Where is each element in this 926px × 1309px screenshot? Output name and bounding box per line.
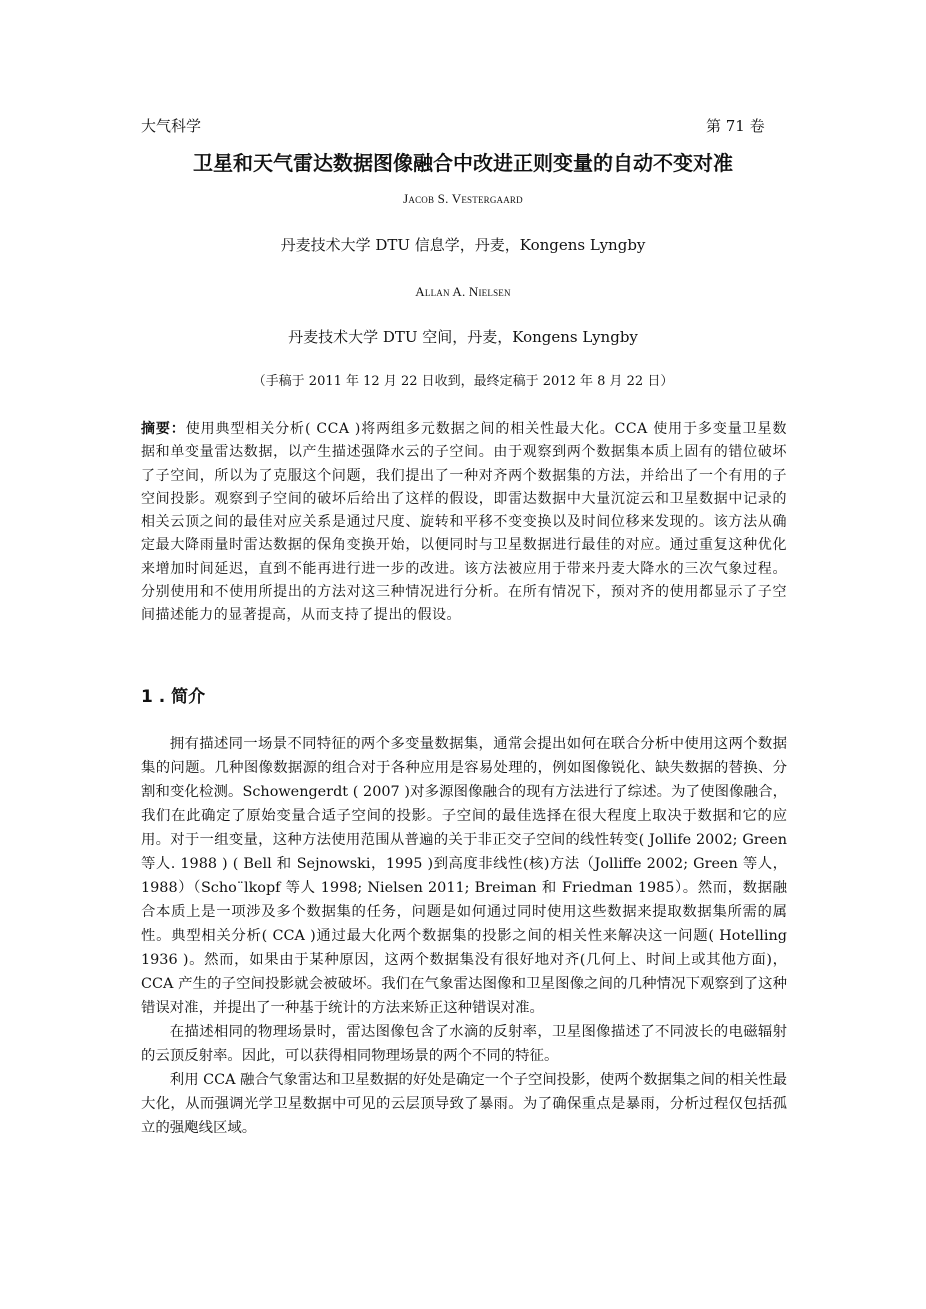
paragraph: 利用 CCA 融合气象雷达和卫星数据的好处是确定一个子空间投影，使两个数据集之间的相关性最大化，从而强调光学卫星数据中可见的云层顶导致了暴雨。为了确保重点是暴雨，分析过程仅包括孤立的强飑线区域。	[141, 1072, 787, 1136]
author-affiliation: 丹麦技术大学 DTU 信息学，丹麦，Kongens Lyngby	[280, 236, 646, 254]
section-heading: 1 . 简介	[141, 687, 206, 707]
paper-title: 卫星和天气雷达数据图像融合中改进正则变量的自动不变对准	[193, 151, 733, 175]
abstract-label: 摘要：	[141, 421, 186, 437]
paragraph: 拥有描述同一场景不同特征的两个多变量数据集，通常会提出如何在联合分析中使用这两个数据集的问题。几种图像数据源的组合对于各种应用是容易处理的，例如图像锐化、缺失数据的替换、分割和变化检测。Schowengerdt ( 2007 )对多源图像融合的现有方法进行了综述。为了使图像融合，我们在此确定了原始变量合适子空间的投影。子空间的最佳选择在很大程度上取决于数据和它的应用。对于一组变量，这种方法使用范围从普遍的关于非正交子空间的线性转变( Jollife 2002; Green 等人. 1988 ) ( Bell 和 Sejnowski，1995 )到高度非线性(核)方法（Jolliffe 2002; Green 等人， 1988）（Scho¨lkopf 等人 1998; Nielsen 2011; Breiman 和 Friedman 1985）。然而，数据融合本质上是一项涉及多个数据集的任务，问题是如何通过同时使用这些数据来提取数据集所需的属性。典型相关分析( CCA )通过最大化两个数据集的投影之间的相关性来解决这一问题( Hotelling 1936 )。然而，如果由于某种原因，这两个数据集没有很好地对齐(几何上、时间上或其他方面)，CCA 产生的子空间投影就会被破坏。我们在气象雷达图像和卫星图像之间的几种情况下观察到了这种错误对准，并提出了一种基于统计的方法来矫正这种错误对准。	[141, 736, 787, 1016]
received-dates: （手稿于 2011 年 12 月 22 日收到，最终定稿于 2012 年 8 月 22 日）	[252, 374, 674, 389]
author-name: Jacob S. Vestergaard	[403, 191, 523, 206]
author-name: Allan A. Nielsen	[415, 284, 511, 299]
abstract-text: 使用典型相关分析( CCA )将两组多元数据之间的相关性最大化。CCA 使用于多变量卫星数据和单变量雷达数据，以产生描述强降水云的子空间。由于观察到两个数据集本质上固有的错位破坏了子空间，所以为了克服这个问题，我们提出了一种对齐两个数据集的方法，并给出了一个有用的子空间投影。观察到子空间的破坏后给出了这样的假设，即雷达数据中大量沉淀云和卫星数据中记录的相关云顶之间的最佳对应关系是通过尺度、旋转和平移不变变换以及时间位移来发现的。该方法从确定最大降雨量时雷达数据的保角变换开始，以便同时与卫星数据进行最佳的对应。通过重复这种优化来增加时间延迟，直到不能再进行进一步的改进。该方法被应用于带来丹麦大降水的三次气象过程。分别使用和不使用所提出的方法对这三种情况进行分析。在所有情况下，预对齐的使用都显示了子空间描述能力的显著提高，从而支持了提出的假设。	[141, 421, 787, 624]
abstract	[141, 418, 787, 628]
author-affiliation: 丹麦技术大学 DTU 空间，丹麦，Kongens Lyngby	[288, 328, 638, 346]
journal-name: 大气科学	[141, 117, 202, 135]
paragraph: 在描述相同的物理场景时，雷达图像包含了水滴的反射率，卫星图像描述了不同波长的电磁辐射的云顶反射率。因此，可以获得相同物理场景的两个不同的特征。	[141, 1024, 787, 1064]
volume-number: 第 71 卷	[706, 117, 765, 135]
section-body	[141, 732, 787, 1140]
